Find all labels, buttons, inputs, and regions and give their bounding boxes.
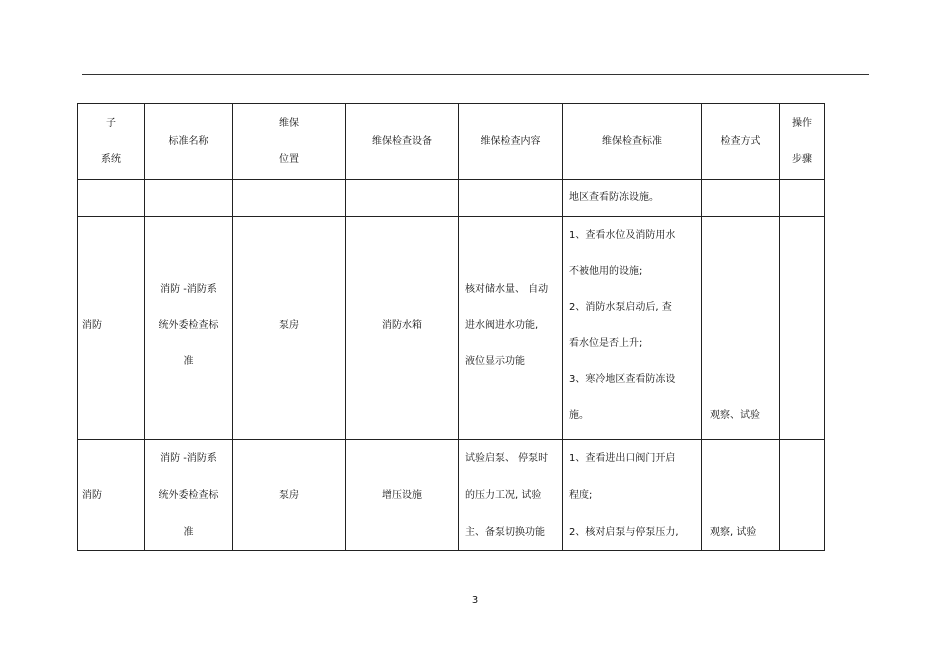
position-cell: 泵房 [233,217,346,440]
header-content: 维保检查内容 [459,104,563,180]
table-row [78,180,825,217]
subsystem-cell: 消防 [78,217,145,440]
criteria-cell: 1、查看水位及消防用水 不被他用的设施; 2、消防水泵启动后, 查 看水位是否上升; 3、寒冷地区查看防冻设 施。 [563,217,702,440]
header-row [78,104,825,180]
maintenance-table [77,103,825,551]
header-steps: 操作 步骤 [780,104,825,180]
method-cell: 观察、试验 [702,217,780,440]
header-subsystem: 子 系统 [78,104,145,180]
equipment-cell: 增压设施 [346,440,459,551]
steps-cell [780,217,825,440]
position-cell [233,180,346,217]
steps-cell [780,440,825,551]
position-cell: 泵房 [233,440,346,551]
content-cell: 试验启泵、 停泵时 的压力工况, 试验 主、备泵切换功能 [459,440,563,551]
steps-cell [780,180,825,217]
table-row [78,440,825,551]
header-rule [82,74,869,75]
method-cell [702,180,780,217]
equipment-cell [346,180,459,217]
criteria-cell: 地区查看防冻设施。 [563,180,702,217]
subsystem-cell [78,180,145,217]
standard-name-cell [145,180,233,217]
table-row [78,217,825,440]
header-standard-name: 标准名称 [145,104,233,180]
standard-name-cell: 消防 -消防系 统外委检查标 准 [145,440,233,551]
header-method: 检查方式 [702,104,780,180]
header-position: 维保 位置 [233,104,346,180]
page-number: 3 [471,595,479,606]
content-cell: 核对储水量、 自动 进水阀进水功能, 液位显示功能 [459,217,563,440]
header-equipment: 维保检查设备 [346,104,459,180]
method-cell: 观察, 试验 [702,440,780,551]
header-criteria: 维保检查标准 [563,104,702,180]
content-cell [459,180,563,217]
standard-name-cell: 消防 -消防系 统外委检查标 准 [145,217,233,440]
subsystem-cell: 消防 [78,440,145,551]
criteria-cell: 1、查看进出口阀门开启 程度; 2、核对启泵与停泵压力, [563,440,702,551]
equipment-cell: 消防水箱 [346,217,459,440]
